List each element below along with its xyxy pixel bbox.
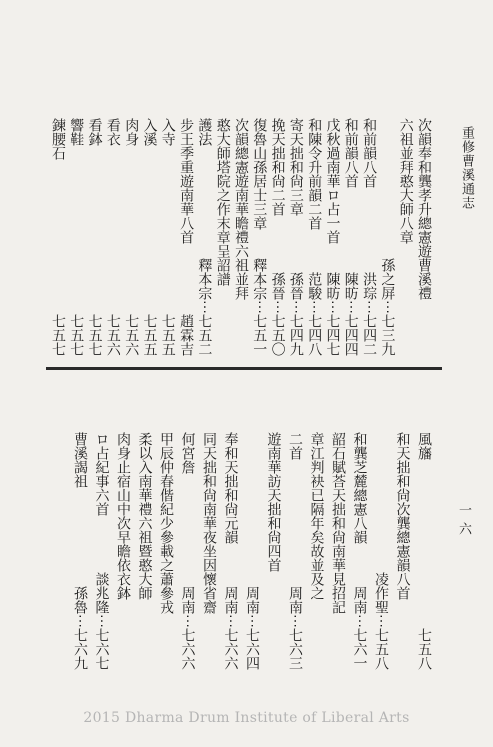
entry-title: 入溪 — [141, 118, 158, 146]
entry-title: 看鉢 — [86, 118, 103, 146]
toc-entry — [48, 118, 68, 356]
toc-entry — [66, 118, 86, 356]
entry-page-ref: 釋本宗⋯七五一 — [251, 258, 268, 356]
entry-page-ref: 凌作聖⋯七五八 — [373, 572, 389, 670]
entry-page-ref: 周南⋯七六六 — [222, 586, 239, 670]
toc-entry — [285, 432, 305, 670]
entry-page-ref: 孫之屏⋯七三九 — [379, 258, 396, 356]
section-divider — [46, 367, 442, 370]
entry-title: 次韻總憲遊南華瞻禮六祖並拜 — [233, 118, 249, 300]
toc-entry — [92, 432, 112, 670]
toc-entry — [213, 118, 233, 356]
toc-entry — [178, 432, 198, 670]
entry-page-ref: 七五八 — [416, 628, 432, 670]
entry-title: 同天拙和尙南華夜坐因懷省齋 — [201, 432, 217, 614]
entry-title: 和前韻八首 — [361, 118, 378, 188]
entry-title: 戊秋過南華ロ占一首 — [324, 118, 341, 244]
entry-page-ref: 七五七 — [50, 314, 66, 356]
entry-title: 步王季重遊南華八首 — [178, 118, 195, 244]
toc-entry — [341, 118, 361, 356]
toc-entry — [350, 432, 370, 670]
entry-title: 鍊腰石 — [50, 118, 66, 160]
entry-page-ref: 談兆隆⋯七六七 — [93, 572, 110, 670]
toc-entry — [393, 432, 413, 670]
entry-title: ロ占紀事六首 — [93, 432, 110, 516]
toc-entry — [323, 118, 343, 356]
toc-entry — [414, 432, 434, 670]
entry-title: 肉身 — [123, 118, 140, 146]
toc-entry — [194, 118, 214, 356]
toc-entry — [307, 432, 327, 670]
entry-title: 和天拙和尙次龔總憲韻八首 — [394, 432, 411, 600]
toc-entry — [103, 118, 123, 356]
toc-entry — [135, 432, 155, 670]
entry-page-ref: 趙霖吉 — [178, 314, 195, 356]
entry-title: 二首 — [287, 432, 303, 460]
entry-page-ref: 周南⋯七六四 — [244, 586, 260, 670]
toc-entry — [396, 118, 416, 356]
toc-entry — [414, 118, 434, 356]
entry-title: 和前韻八首 — [342, 118, 359, 188]
toc-entry — [199, 432, 219, 670]
page-number: 一六 — [456, 503, 471, 541]
toc-entry — [221, 432, 241, 670]
entry-title: 次韻奉和龔孝升總憲遊曹溪禮 — [416, 118, 432, 300]
toc-entry — [304, 118, 324, 356]
entry-title: 入寺 — [159, 118, 176, 146]
entry-title: 和陳令升前韻二首 — [306, 118, 323, 230]
toc-entry — [249, 118, 269, 356]
entry-page-ref: 洪琮⋯七四二 — [361, 272, 378, 356]
entry-title: 何宮詹 — [179, 432, 196, 474]
entry-page-ref: 七五五 — [141, 314, 158, 356]
entry-title: 挽天拙和尙二首 — [269, 118, 286, 216]
entry-title: 遊南華訪天拙和尙四首 — [265, 432, 282, 572]
entry-title: 韶石賦荅天拙和尙南華見招記 — [330, 432, 346, 614]
entry-title: 憨大師塔院之作末章呈詔譜 — [214, 118, 231, 286]
running-title: 重修曹溪通志 — [459, 126, 474, 210]
entry-page-ref: 孫晉⋯七五〇 — [269, 272, 286, 356]
toc-entry — [176, 118, 196, 356]
toc-entry — [377, 118, 397, 356]
entry-page-ref: 周南⋯七六三 — [287, 586, 303, 670]
entry-title: 甲辰仲春偕紀少參載之蕭參戎 — [158, 432, 174, 614]
entry-title: 章江判袂已隔年矣故並及之 — [308, 432, 325, 600]
toc-entry — [231, 118, 251, 356]
entry-title: 看衣 — [104, 118, 121, 146]
entry-title: 響鞋 — [68, 118, 85, 146]
entry-title: 六祖並拜憨大師八章 — [397, 118, 414, 244]
entry-page-ref: 七五六 — [123, 314, 140, 356]
entry-page-ref: 孫晉⋯七四九 — [287, 272, 304, 356]
watermark-footer: 2015 Dharma Drum Institute of Liberal Arts — [83, 710, 410, 726]
toc-entry — [328, 432, 348, 670]
toc-entry — [359, 118, 379, 356]
toc-entry — [113, 432, 133, 670]
entry-title: 護法 — [196, 118, 213, 146]
toc-entry — [268, 118, 288, 356]
entry-page-ref: 孫魯⋯七六九 — [72, 586, 88, 670]
entry-page-ref: 周南⋯七六一 — [351, 586, 368, 670]
entry-page-ref: 七五五 — [159, 314, 176, 356]
entry-title: 肉身止宿山中次早瞻依衣鉢 — [115, 432, 131, 600]
toc-entry — [371, 432, 391, 670]
toc-entry — [156, 432, 176, 670]
entry-title: 奉和天拙和尙元韻 — [222, 432, 239, 544]
toc-entry — [264, 432, 284, 670]
entry-page-ref: 七五六 — [104, 314, 121, 356]
entry-page-ref: 釋本宗⋯七五二 — [196, 258, 213, 356]
toc-entry — [140, 118, 160, 356]
toc-entry — [286, 118, 306, 356]
entry-title: 風旛 — [416, 432, 432, 460]
entry-page-ref: 范駿⋯七四八 — [306, 272, 323, 356]
entry-page-ref: 七五七 — [68, 314, 85, 356]
toc-entry — [242, 432, 262, 670]
entry-page-ref: 陳昉⋯七四七 — [324, 272, 341, 356]
entry-title: 柔以入南華禮六祖暨憨大師 — [136, 432, 153, 600]
toc-entry — [158, 118, 178, 356]
entry-page-ref: 陳昉⋯七四四 — [342, 272, 359, 356]
entry-title: 寄天拙和尙三章 — [287, 118, 304, 216]
toc-entry — [70, 432, 90, 670]
entry-title: 曹溪謁祖 — [72, 432, 88, 488]
toc-entry — [121, 118, 141, 356]
entry-page-ref: 七五七 — [86, 314, 103, 356]
entry-title: 復魯山孫居士三章 — [251, 118, 268, 230]
entry-page-ref: 周南⋯七六六 — [179, 586, 196, 670]
entry-title: 和龔芝麓總憲八韻 — [351, 432, 368, 544]
toc-entry — [85, 118, 105, 356]
